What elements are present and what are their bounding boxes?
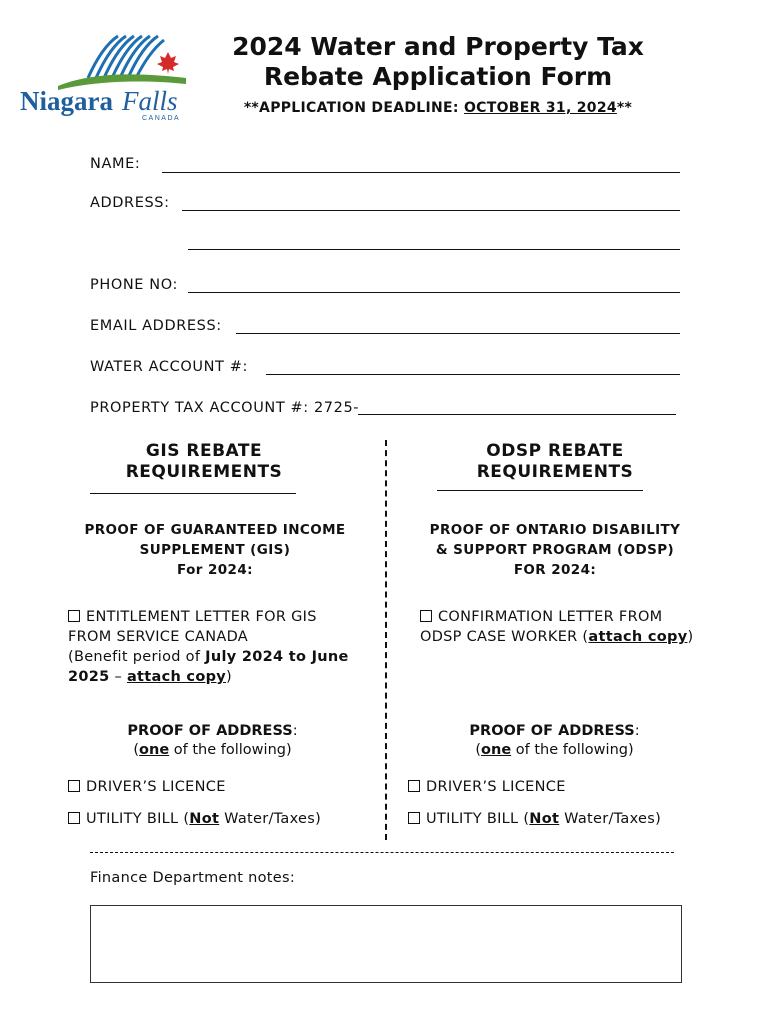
form-title-line2: Rebate Application Form [263,62,613,91]
gis-option1-label: DRIVER’S LICENCE [86,779,226,795]
address-input-line-2[interactable] [188,249,680,250]
logo-word-canada: CANADA [142,115,181,122]
odsp-item-line1: CONFIRMATION LETTER FROM [438,609,663,625]
odsp-item-line2-a: ODSP CASE WORKER ( [420,629,589,645]
water-account-input-line[interactable] [266,374,680,375]
niagara-falls-logo [18,30,190,122]
property-tax-account-label: PROPERTY TAX ACCOUNT #: 2725- [90,400,360,416]
odsp-address-sub-one: one [481,742,512,758]
gis-address-sub-a: ( [133,742,140,758]
finance-separator [90,852,674,853]
gis-address-sub-one: one [139,742,170,758]
odsp-heading-line2: REQUIREMENTS [476,462,634,482]
gis-address-sub-c: of the following) [169,742,292,758]
water-account-label: WATER ACCOUNT #: [90,359,248,375]
odsp-option2-c: Water/Taxes) [559,811,662,827]
address-label: ADDRESS: [90,195,170,211]
odsp-proof-line3: FOR 2024: [513,562,597,578]
gis-heading-rule [90,493,296,494]
gis-drivers-licence-checkbox[interactable] [68,780,80,792]
gis-entitlement-item [68,607,373,687]
odsp-address-colon: : [634,723,640,739]
gis-option2-not: Not [189,811,220,827]
gis-item-line4-d: ) [226,669,232,685]
gis-address-proof [70,722,355,760]
logo-word-falls: Falls [122,86,178,116]
odsp-heading [430,441,680,483]
gis-heading-line1: GIS REBATE [145,441,263,461]
gis-item-line3-b: July 2024 to June [205,649,349,665]
gis-address-colon: : [292,723,298,739]
odsp-address-proof [412,722,697,760]
finance-notes-box[interactable] [90,905,682,983]
odsp-proof-title [402,520,708,580]
gis-option2-c: Water/Taxes) [219,811,322,827]
odsp-proof-line2: & SUPPORT PROGRAM (ODSP) [435,542,675,558]
gis-address-title: PROOF OF ADDRESS [127,723,293,739]
phone-input-line[interactable] [188,292,680,293]
deadline-date: OCTOBER 31, 2024 [463,100,617,116]
deadline-prefix: **APPLICATION DEADLINE: [243,100,464,116]
odsp-option1-label: DRIVER’S LICENCE [426,779,566,795]
form-title-line1: 2024 Water and Property Tax [232,32,644,61]
odsp-address-sub-a: ( [475,742,482,758]
gis-item-line3-a: (Benefit period of [68,649,206,665]
phone-label: PHONE NO: [90,277,178,293]
odsp-utility-bill-checkbox[interactable] [408,812,420,824]
name-input-line[interactable] [162,172,680,173]
odsp-confirmation-item [420,607,720,647]
gis-utility-bill-checkbox[interactable] [68,812,80,824]
gis-heading [80,441,328,483]
column-divider [385,440,387,840]
gis-proof-line1: PROOF OF GUARANTEED INCOME [84,522,346,538]
logo-word-niagara: Niagara [20,86,113,116]
gis-proof-line3: For 2024: [177,562,253,578]
odsp-option2-not: Not [529,811,560,827]
property-tax-account-input-line[interactable] [358,414,676,415]
email-input-line[interactable] [236,333,680,334]
odsp-address-title: PROOF OF ADDRESS [469,723,635,739]
gis-item-line4-a: 2025 [68,669,110,685]
odsp-drivers-licence-option [408,777,566,797]
gis-proof-line2: SUPPLEMENT (GIS) [139,542,291,558]
odsp-address-sub-c: of the following) [511,742,634,758]
odsp-heading-line1: ODSP REBATE [486,441,624,461]
odsp-item-line2-c: ) [687,629,694,645]
odsp-option2-a: UTILITY BILL ( [426,811,530,827]
odsp-heading-rule [437,490,643,491]
odsp-utility-bill-option [408,809,661,829]
deadline-suffix: ** [616,100,633,116]
odsp-item-attach-copy: attach copy [588,629,688,645]
name-label: NAME: [90,156,141,172]
address-input-line-1[interactable] [182,210,680,211]
finance-notes-label: Finance Department notes: [90,870,296,886]
gis-proof-title [62,520,368,580]
gis-utility-bill-option [68,809,321,829]
odsp-proof-line1: PROOF OF ONTARIO DISABILITY [429,522,681,538]
gis-entitlement-checkbox[interactable] [68,610,80,622]
gis-heading-line2: REQUIREMENTS [125,462,283,482]
gis-item-line2: FROM SERVICE CANADA [68,629,249,645]
application-deadline [200,100,676,116]
gis-option2-a: UTILITY BILL ( [86,811,190,827]
gis-item-line4-b: – [109,669,127,685]
gis-drivers-licence-option [68,777,226,797]
gis-item-attach-copy: attach copy [126,669,227,685]
gis-item-line1: ENTITLEMENT LETTER FOR GIS [86,609,317,625]
email-label: EMAIL ADDRESS: [90,318,222,334]
odsp-confirmation-checkbox[interactable] [420,610,432,622]
odsp-drivers-licence-checkbox[interactable] [408,780,420,792]
